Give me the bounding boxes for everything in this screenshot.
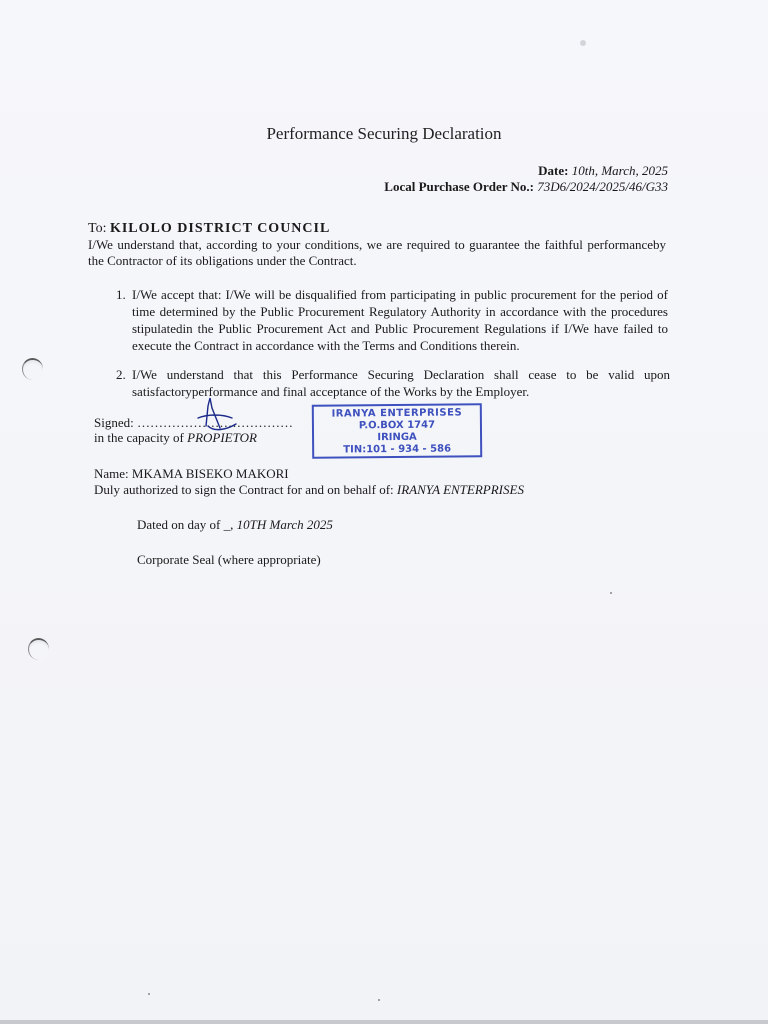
stamp-city: IRINGA: [377, 431, 417, 444]
document-title: Performance Securing Declaration: [266, 124, 502, 143]
date-line: [384, 163, 668, 179]
lpo-label: Local Purchase Order No.:: [384, 179, 535, 194]
stamp-company-name: IRANYA ENTERPRISES: [331, 407, 463, 420]
intro-paragraph: I/We understand that, according to your conditions, we are required to guarantee the faithful performanceby the Contractor of its obligations under the Contract.: [88, 237, 666, 268]
lpo-line: [384, 179, 668, 195]
dated-value: 10TH March 2025: [236, 517, 333, 532]
date-value: 10th, March, 2025: [571, 163, 668, 178]
paper-speck: [378, 999, 380, 1001]
dated-prefix: Dated on day of _,: [137, 517, 234, 532]
dated-line: [137, 517, 333, 533]
list-item-number: 1.: [116, 287, 126, 302]
list-item-number: 2.: [116, 367, 126, 382]
addressee-name: KILOLO DISTRICT COUNCIL: [109, 221, 331, 236]
stamp-po-box: P.O.BOX 1747: [358, 419, 436, 432]
signed-line: Signed: ………………………………: [94, 415, 293, 430]
lpo-value: 73D6/2024/2025/46/G33: [537, 179, 668, 194]
scan-bottom-edge: [0, 1020, 768, 1024]
addressee-line: [88, 221, 330, 237]
capacity-line: [94, 430, 257, 446]
punch-hole-icon: [28, 638, 49, 660]
list-item: [116, 286, 668, 354]
capacity-prefix: in the capacity of: [94, 430, 184, 445]
corporate-seal-line: Corporate Seal (where appropriate): [137, 552, 321, 567]
list-item: [116, 366, 670, 400]
paper-speck: [610, 592, 612, 594]
paper-speck: [148, 993, 150, 995]
authorization-company: IRANYA ENTERPRISES: [396, 482, 524, 497]
capacity-value: PROPIETOR: [187, 430, 257, 445]
handwritten-signature: [186, 396, 256, 434]
authorization-prefix: Duly authorized to sign the Contract for and on behalf of:: [94, 482, 394, 497]
signatory-name: Name: MKAMA BISEKO MAKORI: [94, 466, 289, 481]
date-block: [384, 163, 668, 195]
company-stamp: [312, 403, 482, 458]
stamp-tin: TIN:101 - 934 - 586: [343, 443, 452, 456]
list-item-text: I/We accept that: I/We will be disqualified from participating in public procurement for the period of time determined by the Public Procurement Regulatory Authority in accordance with the procedures stipulatedin the Public Procurement Act and Public Procurement Regulations if I/We have failed to execute the Contract in accordance with the Terms and Conditions therein.: [132, 287, 668, 353]
to-prefix: To:: [88, 221, 107, 236]
date-label: Date:: [538, 163, 569, 178]
paper-speck: [580, 40, 586, 46]
punch-hole-icon: [22, 358, 43, 380]
authorization-line: [94, 482, 524, 498]
list-item-text: I/We understand that this Performance Securing Declaration shall cease to be valid upon satisfactoryperformance and final acceptance of the Works by the Employer.: [132, 367, 670, 399]
